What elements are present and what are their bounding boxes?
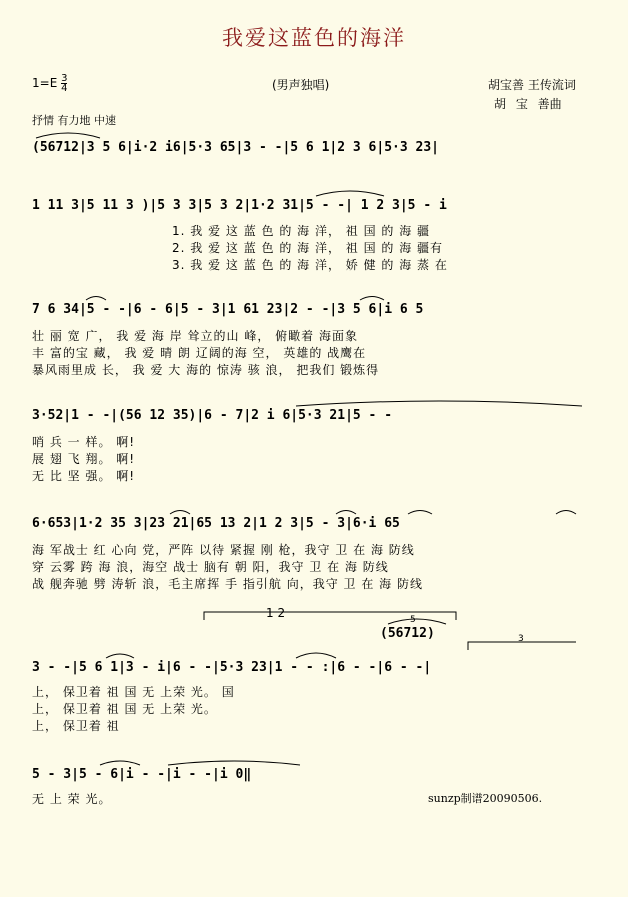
slur-row2-1: [316, 191, 384, 196]
lyric-line-3-1: 壮 丽 宽 广， 我 爱 海 岸 耸立的山 峰， 俯瞰着 海面象: [32, 329, 358, 343]
pickup-notes: (56712): [380, 626, 435, 641]
slur-row3-1: [86, 297, 106, 301]
lyric-line-2-1: 1. 我 爱 这 蓝 色 的 海 洋， 祖 国 的 海 疆: [172, 224, 431, 238]
slur-row5-2: [336, 511, 356, 515]
slur-row6-1: [106, 654, 134, 658]
lyric-line-3-3: 暴风雨里成 长， 我 爱 大 海的 惊涛 骇 浪， 把我们 锻炼得: [32, 363, 380, 377]
lyric-line-4-3: 无 比 坚 强。 啊!: [32, 469, 136, 483]
tuplet-slur-1: [36, 133, 100, 138]
lyric-line-6-1: 上， 保卫着 祖 国 无 上荣 光。 国: [32, 685, 235, 699]
tie-row7-2: [168, 761, 300, 765]
composer-credit: 胡 宝 善曲: [494, 97, 562, 111]
performance-note: (男声独唱): [272, 78, 330, 92]
lyric-line-5-2: 穿 云雾 跨 海 浪，海空 战士 脑有 朝 阳，我守 卫 在 海 防线: [32, 560, 389, 574]
notation-line-6: 3 - -|5 6 1|3 - i|6 - -|5·3 23|1 - - :|6 - -|6 - -|: [32, 660, 432, 675]
notation-line-2: 1 11 3|5 11 3 )|5 3 3|5 3 2|1·2 31|5 - -| 1 2 3|5 - i: [32, 198, 447, 213]
lyric-line-6-2: 上， 保卫着 祖 国 无 上荣 光。: [32, 702, 217, 716]
lyric-line-2-2: 2. 我 爱 这 蓝 色 的 海 洋， 祖 国 的 海 疆有: [172, 241, 444, 255]
slur-row5-1: [170, 511, 190, 515]
notation-line-5: 6·653|1·2 35 3|23 21|65 13 2|1 2 3|5 - 3|6·i 65: [32, 516, 400, 531]
lyric-line-5-3: 战 舰奔驰 劈 涛斩 浪，毛主席挥 手 指引航 向，我守 卫 在 海 防线: [32, 577, 423, 591]
key-label: 1=E: [32, 76, 58, 90]
slur-row3-2: [360, 297, 384, 301]
lyric-line-6-3: 上， 保卫着 祖: [32, 719, 120, 733]
lyric-line-3-2: 丰 富的宝 藏， 我 爱 晴 朗 辽阔的海 空， 英雄的 战鹰在: [32, 346, 367, 360]
ending-label: 3: [518, 634, 524, 644]
volta-label: 1 2: [266, 606, 286, 620]
lyric-line-4-1: 哨 兵 一 样。 啊!: [32, 435, 136, 449]
song-title: 我爱这蓝色的海洋: [222, 26, 406, 50]
notation-line-4: 3·52|1 - -|(56 12 35)|6 - 7|2 i 6|5·3 21|5 - -: [32, 408, 393, 423]
tuplet-label: 5: [410, 615, 416, 625]
notation-line-1: (56712|3 5 6|i·2 i6|5·3 65|3 - -|5 6 1|2 3 6|5·3 23|: [32, 140, 439, 155]
lyric-line-5-1: 海 军战士 红 心向 党，严阵 以待 紧握 刚 枪，我守 卫 在 海 防线: [32, 543, 415, 557]
transcriber-signature: sunzp制谱20090506.: [428, 792, 543, 805]
notation-line-3: 7 6 34|5 - -|6 - 6|5 - 3|1 61 23|2 - -|3 5 6|i 6 5: [32, 302, 424, 317]
lyric-line-4-2: 展 翅 飞 翔。 啊!: [32, 452, 136, 466]
lyric-line-2-3: 3. 我 爱 这 蓝 色 的 海 洋， 娇 健 的 海 蒸 在: [172, 258, 448, 272]
notation-line-7: 5 - 3|5 - 6|i - -|i - -|i 0‖: [32, 767, 252, 782]
ending-bracket: [468, 642, 576, 650]
tuplet-slur-2: [388, 619, 446, 624]
tie-row4-long: [296, 401, 582, 406]
slur-row6-2: [296, 653, 336, 658]
tie-row7-1: [100, 761, 140, 765]
lyric-line-7-1: 无 上 荣 光。: [32, 792, 112, 806]
time-sig-numerator: 3: [61, 73, 68, 84]
slur-row5-4: [556, 511, 576, 515]
time-sig-denominator: 4: [61, 83, 68, 94]
slur-row5-3: [408, 511, 432, 515]
lyricist-credit: 胡宝善 王传流词: [488, 78, 576, 92]
tempo-marking: 抒情 有力地 中速: [32, 114, 116, 127]
